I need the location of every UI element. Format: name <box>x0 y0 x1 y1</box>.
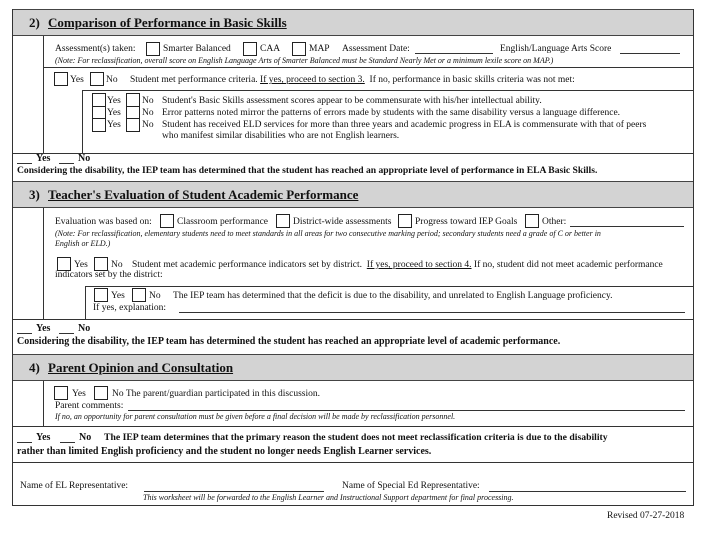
parent-participation-statement: No The parent/guardian participated in this discussion. <box>112 389 320 399</box>
indicators-statement: Student met academic performance indicators set by district. If yes, proceed to section 4. If no, student did not meet academic performance <box>132 260 663 270</box>
section-3-header <box>13 181 693 208</box>
other-field[interactable] <box>570 226 684 227</box>
indicators-yes-label: Yes <box>74 260 88 270</box>
conclusion-3-yes-blank[interactable] <box>17 333 32 334</box>
ela-score-label: English/Language Arts Score <box>500 44 612 54</box>
explanation-label: If yes, explanation: <box>93 303 167 313</box>
criteria-yes-checkbox[interactable] <box>54 72 68 86</box>
section-2-note: (Note: For reclassification, overall score on English Language Arts of Smarter Balanced must be Standard Nearly Met or a minimum lexile score on MAP.) <box>55 56 554 65</box>
criteria-no-checkbox[interactable] <box>90 72 104 86</box>
classroom-performance-checkbox[interactable] <box>160 214 174 228</box>
divider <box>43 67 693 68</box>
indicators-no-label: No <box>111 260 123 270</box>
divider <box>82 90 693 91</box>
section-2-header <box>13 9 693 36</box>
el-representative-field[interactable] <box>144 491 324 492</box>
divider <box>13 426 693 427</box>
final-determination-text: The IEP team determines that the primary reason the student does not meet reclassification criteria is due to the disability <box>104 432 608 443</box>
indicators-statement-cont: indicators set by the district: <box>55 270 163 280</box>
assessment-date-field[interactable] <box>415 53 493 54</box>
smarter-balanced-checkbox[interactable] <box>146 42 160 56</box>
sped-representative-label: Name of Special Ed Representative: <box>342 481 480 491</box>
section-4-header <box>13 354 693 381</box>
indicators-no-checkbox[interactable] <box>94 257 108 271</box>
sub1-no-label: No <box>142 96 154 106</box>
classroom-performance-label: Classroom performance <box>177 217 269 227</box>
conclusion-2-text: Considering the disability, the IEP team has determined that the student has reached an appropriate level of performance in ELA Basic Skills. <box>17 165 598 176</box>
deficit-no-label: No <box>149 291 161 301</box>
parent-no-checkbox[interactable] <box>94 386 108 400</box>
sub2-yes-label: Yes <box>107 108 121 118</box>
deficit-no-checkbox[interactable] <box>132 288 146 302</box>
map-label: MAP <box>309 44 330 54</box>
section-4-number: 4) <box>29 360 40 375</box>
parent-yes-label: Yes <box>72 389 86 399</box>
sped-representative-field[interactable] <box>489 491 686 492</box>
indent-line <box>43 36 44 153</box>
district-assessments-checkbox[interactable] <box>276 214 290 228</box>
section-3-number: 3) <box>29 187 40 202</box>
indent-line <box>43 208 44 319</box>
divider <box>13 462 693 463</box>
revised-date: Revised 07-27-2018 <box>607 511 685 521</box>
map-checkbox[interactable] <box>292 42 306 56</box>
sub3-yes-label: Yes <box>107 120 121 130</box>
section-3-title: Teacher's Evaluation of Student Academic Performance <box>48 187 359 202</box>
conclusion-3-no-label: No <box>78 323 91 334</box>
other-checkbox[interactable] <box>525 214 539 228</box>
deficit-yes-checkbox[interactable] <box>94 288 108 302</box>
criteria-yes-label: Yes <box>70 75 84 85</box>
divider <box>85 286 693 287</box>
section-3-note-cont: English or ELD.) <box>55 239 111 248</box>
sub1-statement: Student's Basic Skills assessment scores appear to be commensurate with his/her intellectual ability. <box>162 96 542 106</box>
sub1-no-checkbox[interactable] <box>126 93 140 107</box>
indent-line <box>82 90 83 153</box>
deficit-yes-label: Yes <box>111 291 125 301</box>
criteria-no-label: No <box>106 75 118 85</box>
conclusion-3-yes-label: Yes <box>36 323 51 334</box>
conclusion-2-yes-label: Yes <box>36 153 51 164</box>
parent-note: If no, an opportunity for parent consultation must be given before a final decision will be made by reclassification personnel. <box>55 412 456 421</box>
assessments-taken-label: Assessment(s) taken: <box>55 44 136 54</box>
iep-goals-label: Progress toward IEP Goals <box>415 217 518 227</box>
sub3-statement-cont: who manifest similar disabilities who are not English learners. <box>162 131 400 141</box>
sub3-no-label: No <box>142 120 154 130</box>
final-yes-blank[interactable] <box>17 442 32 443</box>
sub1-yes-checkbox[interactable] <box>92 93 106 107</box>
deficit-statement: The IEP team has determined that the deficit is due to the disability, and unrelated to English Language proficiency. <box>173 291 613 301</box>
smarter-balanced-label: Smarter Balanced <box>163 44 231 54</box>
sub1-yes-label: Yes <box>107 96 121 106</box>
conclusion-2-yes-blank[interactable] <box>17 163 32 164</box>
sub2-statement: Error patterns noted mirror the patterns of errors made by students with the same disability versus a language difference. <box>162 108 621 118</box>
evaluation-based-label: Evaluation was based on: <box>55 217 152 227</box>
section-2-title: Comparison of Performance in Basic Skills <box>48 15 287 30</box>
conclusion-3-text: Considering the disability, the IEP team has determined the student has reached an appropriate level of academic performance. <box>17 336 561 347</box>
iep-goals-checkbox[interactable] <box>398 214 412 228</box>
explanation-field[interactable] <box>179 312 685 313</box>
divider <box>13 153 693 154</box>
parent-comments-label: Parent comments: <box>55 401 124 411</box>
indicators-yes-checkbox[interactable] <box>57 257 71 271</box>
ela-score-field[interactable] <box>620 53 680 54</box>
section-2-number: 2) <box>29 15 40 30</box>
indent-line <box>85 286 86 319</box>
section-3-note: (Note: For reclassification, elementary students need to meet standards in all areas for two consecutive marking period; secondary students need a grade of C or better in <box>55 229 601 238</box>
parent-yes-checkbox[interactable] <box>54 386 68 400</box>
final-yes-label: Yes <box>36 432 51 443</box>
assessment-date-label: Assessment Date: <box>342 44 410 54</box>
sub3-yes-checkbox[interactable] <box>92 118 106 132</box>
district-assessments-label: District-wide assessments <box>293 217 392 227</box>
forwarding-note: This worksheet will be forwarded to the English Learner and Instructional Support department for final processing. <box>143 493 514 502</box>
other-label: Other: <box>542 217 567 227</box>
conclusion-3-no-blank[interactable] <box>59 333 74 334</box>
final-no-blank[interactable] <box>60 442 75 443</box>
section-4-title: Parent Opinion and Consultation <box>48 360 234 375</box>
sub2-no-label: No <box>142 108 154 118</box>
divider <box>13 319 693 320</box>
el-representative-label: Name of EL Representative: <box>20 481 129 491</box>
criteria-statement: Student met performance criteria. If yes, proceed to section 3. If no, performance in basic skills criteria was not met: <box>130 75 575 85</box>
sub3-no-checkbox[interactable] <box>126 118 140 132</box>
final-no-label: No <box>79 432 92 443</box>
caa-checkbox[interactable] <box>243 42 257 56</box>
sub3-statement: Student has received ELD services for more than three years and academic progress in ELA is commensurate with that of peers <box>162 120 647 130</box>
indent-line <box>43 381 44 426</box>
conclusion-2-no-blank[interactable] <box>59 163 74 164</box>
caa-label: CAA <box>260 44 281 54</box>
final-determination-text-cont: rather than limited English proficiency and the student no longer needs English Learner services. <box>17 446 432 457</box>
parent-comments-field[interactable] <box>128 410 685 411</box>
conclusion-2-no-label: No <box>78 153 91 164</box>
